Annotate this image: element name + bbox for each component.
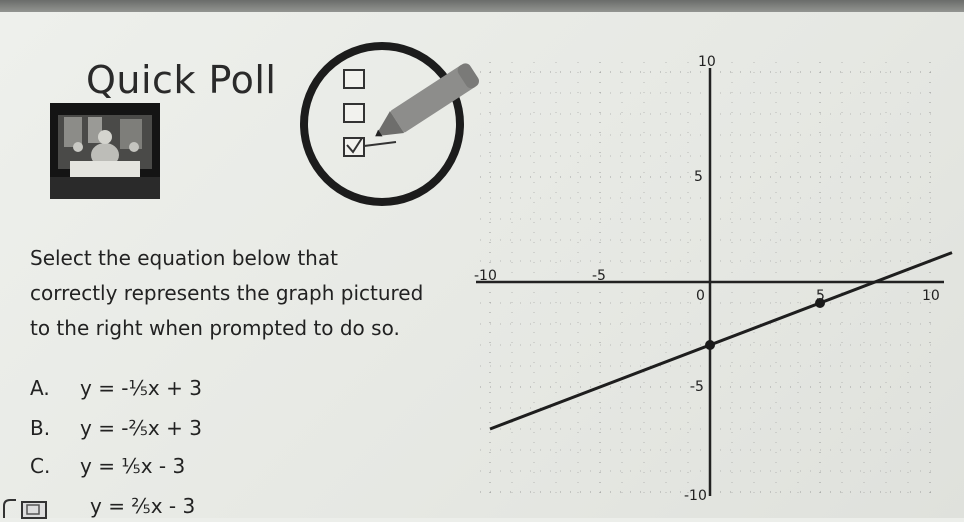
choice-equation: y = -⅖x + 3 <box>80 416 202 440</box>
prompt-line: Select the equation below that <box>30 246 338 270</box>
slide-title: Quick Poll <box>86 58 277 102</box>
graph-point <box>705 340 715 350</box>
partial-toolbar-icon[interactable] <box>0 494 80 518</box>
tick-label-y-neg10: -10 <box>684 488 707 504</box>
choice-letter: C. <box>30 454 51 478</box>
tick-label-y-10: 10 <box>698 54 716 70</box>
choice-d[interactable] <box>90 494 195 518</box>
choice-c[interactable] <box>30 454 185 478</box>
graph-line <box>490 253 952 429</box>
tick-label-x-neg5: -5 <box>592 268 606 284</box>
choice-equation: y = -⅕x + 3 <box>80 376 202 400</box>
tick-label-y-neg5: -5 <box>690 379 704 395</box>
tick-label-x-10: 10 <box>922 288 940 304</box>
tick-label-x-5: 5 <box>816 288 825 304</box>
choice-a[interactable] <box>30 376 202 400</box>
choice-letter: A. <box>30 376 50 400</box>
tick-label-x-neg10: -10 <box>474 268 497 284</box>
choice-equation: y = ⅕x - 3 <box>80 454 186 478</box>
prompt-line: correctly represents the graph pictured <box>30 281 424 305</box>
poll-prompt <box>30 241 500 346</box>
choice-letter: B. <box>30 416 51 440</box>
prompt-line: to the right when prompted to do so. <box>30 316 400 340</box>
tick-label-y-5: 5 <box>694 169 703 185</box>
choice-equation: y = ⅖x - 3 <box>90 494 196 518</box>
tick-label-origin: 0 <box>696 288 705 304</box>
classroom-photo <box>50 103 160 199</box>
checklist-pencil-icon <box>300 28 500 212</box>
coordinate-graph <box>474 40 940 504</box>
choice-b[interactable] <box>30 416 202 440</box>
